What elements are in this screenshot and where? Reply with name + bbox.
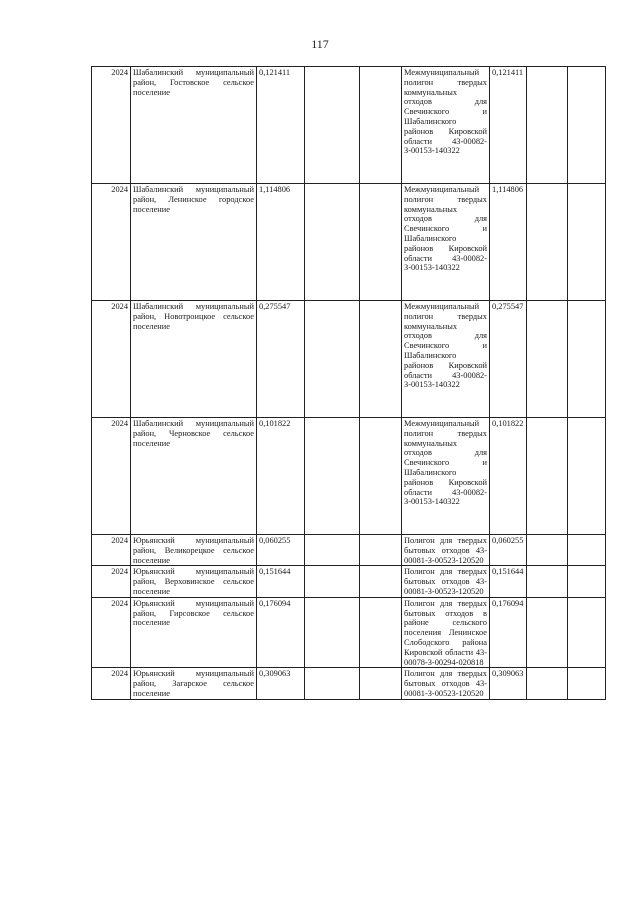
empty-cell <box>568 668 606 699</box>
empty-cell <box>360 566 402 597</box>
value-cell: 0,275547 <box>490 301 527 418</box>
year-cell: 2024 <box>92 418 131 535</box>
table-row <box>92 597 606 668</box>
landfill-cell: Полигон для твердых бытовых отходов 43-00081-З-00523-120520 <box>402 535 490 566</box>
landfill-cell: Межмуниципальный полигон твердых коммунальных отходов для Свечинского и Шабалинского районов Кировской области 43-00082-З-00153-140322 <box>402 418 490 535</box>
page-number: 117 <box>311 37 329 51</box>
year-cell: 2024 <box>92 535 131 566</box>
territory-cell: Шабалинский муниципальный район, Гостовское сельское поселение <box>131 67 257 184</box>
empty-cell <box>527 668 568 699</box>
empty-cell <box>360 535 402 566</box>
year-cell: 2024 <box>92 67 131 184</box>
territory-cell: Юрьянский муниципальный район, Верховинское сельское поселение <box>131 566 257 597</box>
empty-cell <box>360 67 402 184</box>
table-row <box>92 67 606 184</box>
landfill-cell: Межмуниципальный полигон твердых коммунальных отходов для Свечинского и Шабалинского районов Кировской области 43-00082-З-00153-140322 <box>402 301 490 418</box>
empty-cell <box>360 184 402 301</box>
year-cell: 2024 <box>92 668 131 699</box>
table-row <box>92 668 606 699</box>
empty-cell <box>305 668 360 699</box>
mass-cell: 0,151644 <box>257 566 305 597</box>
table-row <box>92 535 606 566</box>
empty-cell <box>568 535 606 566</box>
year-cell: 2024 <box>92 184 131 301</box>
empty-cell <box>527 301 568 418</box>
empty-cell <box>305 535 360 566</box>
table-row <box>92 566 606 597</box>
territory-cell: Юрьянский муниципальный район, Великорецкое сельское поселение <box>131 535 257 566</box>
table-row <box>92 418 606 535</box>
empty-cell <box>568 566 606 597</box>
empty-cell <box>568 418 606 535</box>
empty-cell <box>360 668 402 699</box>
empty-cell <box>305 597 360 668</box>
empty-cell <box>568 301 606 418</box>
landfill-cell: Полигон для твердых бытовых отходов в районе сельского поселения Ленинское Слободского района Кировской области 43-00078-З-00294-020818 <box>402 597 490 668</box>
empty-cell <box>568 67 606 184</box>
year-cell: 2024 <box>92 301 131 418</box>
mass-cell: 0,309063 <box>257 668 305 699</box>
landfill-cell: Полигон для твердых бытовых отходов 43-00081-З-00523-120520 <box>402 566 490 597</box>
territory-cell: Шабалинский муниципальный район, Новотроицкое сельское поселение <box>131 301 257 418</box>
empty-cell <box>360 418 402 535</box>
mass-cell: 1,114806 <box>257 184 305 301</box>
value-cell: 0,151644 <box>490 566 527 597</box>
empty-cell <box>305 67 360 184</box>
landfill-cell: Межмуниципальный полигон твердых коммунальных отходов для Свечинского и Шабалинского районов Кировской области 43-00082-З-00153-140322 <box>402 67 490 184</box>
empty-cell <box>360 301 402 418</box>
empty-cell <box>305 566 360 597</box>
territory-cell: Юрьянский муниципальный район, Загарское сельское поселение <box>131 668 257 699</box>
empty-cell <box>527 67 568 184</box>
mass-cell: 0,275547 <box>257 301 305 418</box>
value-cell: 0,176094 <box>490 597 527 668</box>
empty-cell <box>568 597 606 668</box>
table-row <box>92 301 606 418</box>
mass-cell: 0,176094 <box>257 597 305 668</box>
empty-cell <box>305 184 360 301</box>
value-cell: 0,121411 <box>490 67 527 184</box>
mass-cell: 0,060255 <box>257 535 305 566</box>
empty-cell <box>527 535 568 566</box>
empty-cell <box>305 418 360 535</box>
territory-cell: Юрьянский муниципальный район, Гирсовское сельское поселение <box>131 597 257 668</box>
table-row <box>92 184 606 301</box>
territory-cell: Шабалинский муниципальный район, Черновское сельское поселение <box>131 418 257 535</box>
value-cell: 0,060255 <box>490 535 527 566</box>
year-cell: 2024 <box>92 566 131 597</box>
value-cell: 0,101822 <box>490 418 527 535</box>
landfill-cell: Межмуниципальный полигон твердых коммунальных отходов для Свечинского и Шабалинского районов Кировской области 43-00082-З-00153-140322 <box>402 184 490 301</box>
mass-cell: 0,121411 <box>257 67 305 184</box>
empty-cell <box>527 418 568 535</box>
empty-cell <box>568 184 606 301</box>
empty-cell <box>527 184 568 301</box>
waste-flow-table <box>91 66 606 700</box>
value-cell: 1,114806 <box>490 184 527 301</box>
empty-cell <box>527 566 568 597</box>
landfill-cell: Полигон для твердых бытовых отходов 43-00081-З-00523-120520 <box>402 668 490 699</box>
year-cell: 2024 <box>92 597 131 668</box>
empty-cell <box>305 301 360 418</box>
empty-cell <box>360 597 402 668</box>
mass-cell: 0,101822 <box>257 418 305 535</box>
value-cell: 0,309063 <box>490 668 527 699</box>
empty-cell <box>527 597 568 668</box>
territory-cell: Шабалинский муниципальный район, Ленинское городское поселение <box>131 184 257 301</box>
